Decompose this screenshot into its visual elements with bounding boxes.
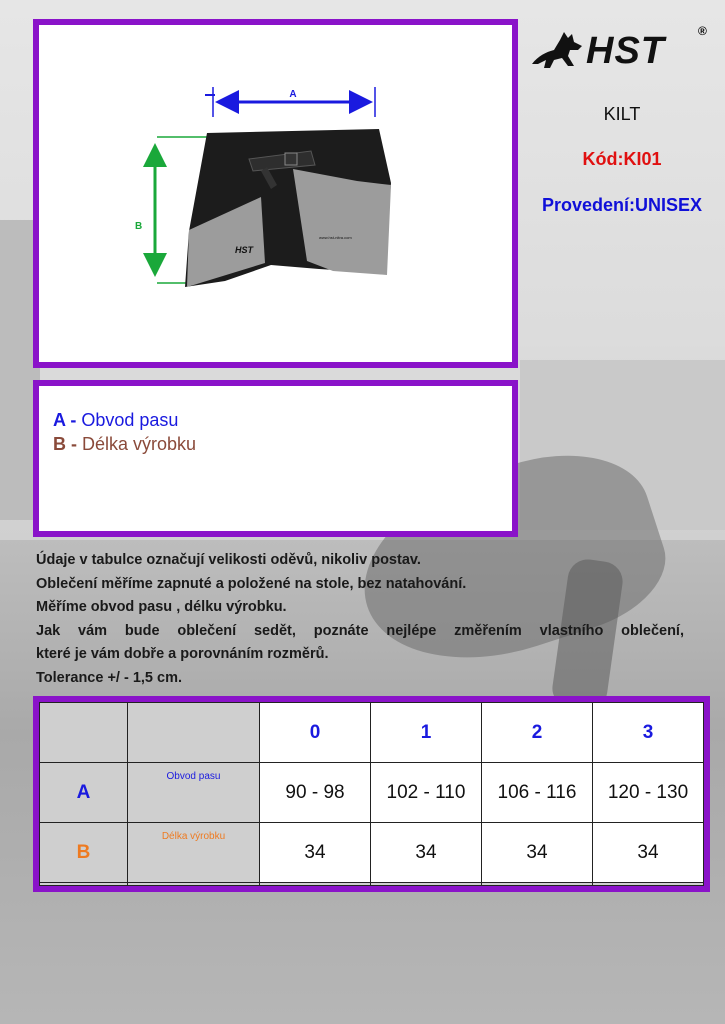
product-diagram-panel	[33, 19, 518, 368]
note-line: Oblečení měříme zapnuté a položené na stole, bez natahování.	[36, 575, 467, 592]
legend-key-a: A -	[53, 410, 77, 430]
garment-logo: HST	[235, 245, 253, 255]
product-code: Kód:KI01	[582, 149, 662, 169]
table-cell: 102 - 110	[371, 763, 482, 823]
size-header: 1	[371, 703, 482, 763]
table-cell: 34	[482, 823, 593, 883]
row-label-b: Délka výrobku	[128, 823, 260, 883]
dog-icon	[528, 26, 588, 74]
kilt-diagram	[39, 25, 512, 362]
table-row	[40, 823, 704, 883]
product-name: KILT	[603, 104, 641, 124]
legend-item-a	[53, 408, 512, 432]
garment-url: www.hst-nitra.com	[319, 235, 352, 240]
table-cell: 34	[260, 823, 371, 883]
registered-mark: ®	[698, 24, 707, 38]
table-cell: 90 - 98	[260, 763, 371, 823]
legend-panel	[33, 380, 518, 537]
table-row	[40, 883, 704, 886]
product-variant: Provedení:UNISEX	[541, 195, 703, 215]
table-cell: 34	[593, 823, 704, 883]
note-line: Jak vám bude oblečení sedět, poznáte nejlépe změřením vlastního oblečení,	[36, 622, 684, 639]
table-cell	[482, 883, 593, 886]
legend-key-b: B -	[53, 434, 77, 454]
table-cell: 120 - 130	[593, 763, 704, 823]
note-line: které je vám dobře a porovnáním rozměrů.	[36, 646, 329, 662]
table-cell: 106 - 116	[482, 763, 593, 823]
brand-name: HST	[586, 30, 665, 72]
table-cell	[128, 883, 260, 886]
table-cell: 34	[371, 823, 482, 883]
note-line: Údaje v tabulce označují velikosti oděvů, nikoliv postav.	[36, 552, 421, 568]
table-cell	[593, 883, 704, 886]
kilt-image	[185, 129, 391, 287]
dimension-b-label: B	[135, 221, 143, 232]
table-header-row	[40, 703, 704, 763]
size-header: 3	[593, 703, 704, 763]
table-row	[40, 763, 704, 823]
brand-logo	[528, 24, 713, 74]
table-cell	[40, 883, 128, 886]
table-corner-cell	[128, 703, 260, 763]
size-table	[33, 696, 710, 892]
note-line: Měříme obvod pasu , délku výrobku.	[36, 599, 287, 615]
dimension-a-label: A	[289, 89, 297, 100]
note-line: Tolerance +/ - 1,5 cm.	[36, 669, 183, 686]
size-header: 2	[482, 703, 593, 763]
legend-text-a: Obvod pasu	[81, 410, 179, 430]
row-key-a: A	[40, 763, 128, 823]
size-header: 0	[260, 703, 371, 763]
legend-item-b	[53, 432, 512, 456]
legend-text-b: Délka výrobku	[82, 434, 197, 454]
table-corner-cell	[40, 703, 128, 763]
table-cell	[371, 883, 482, 886]
table-cell	[260, 883, 371, 886]
row-key-b: B	[40, 823, 128, 883]
row-label-a: Obvod pasu	[128, 763, 260, 823]
measurement-notes	[36, 549, 684, 690]
